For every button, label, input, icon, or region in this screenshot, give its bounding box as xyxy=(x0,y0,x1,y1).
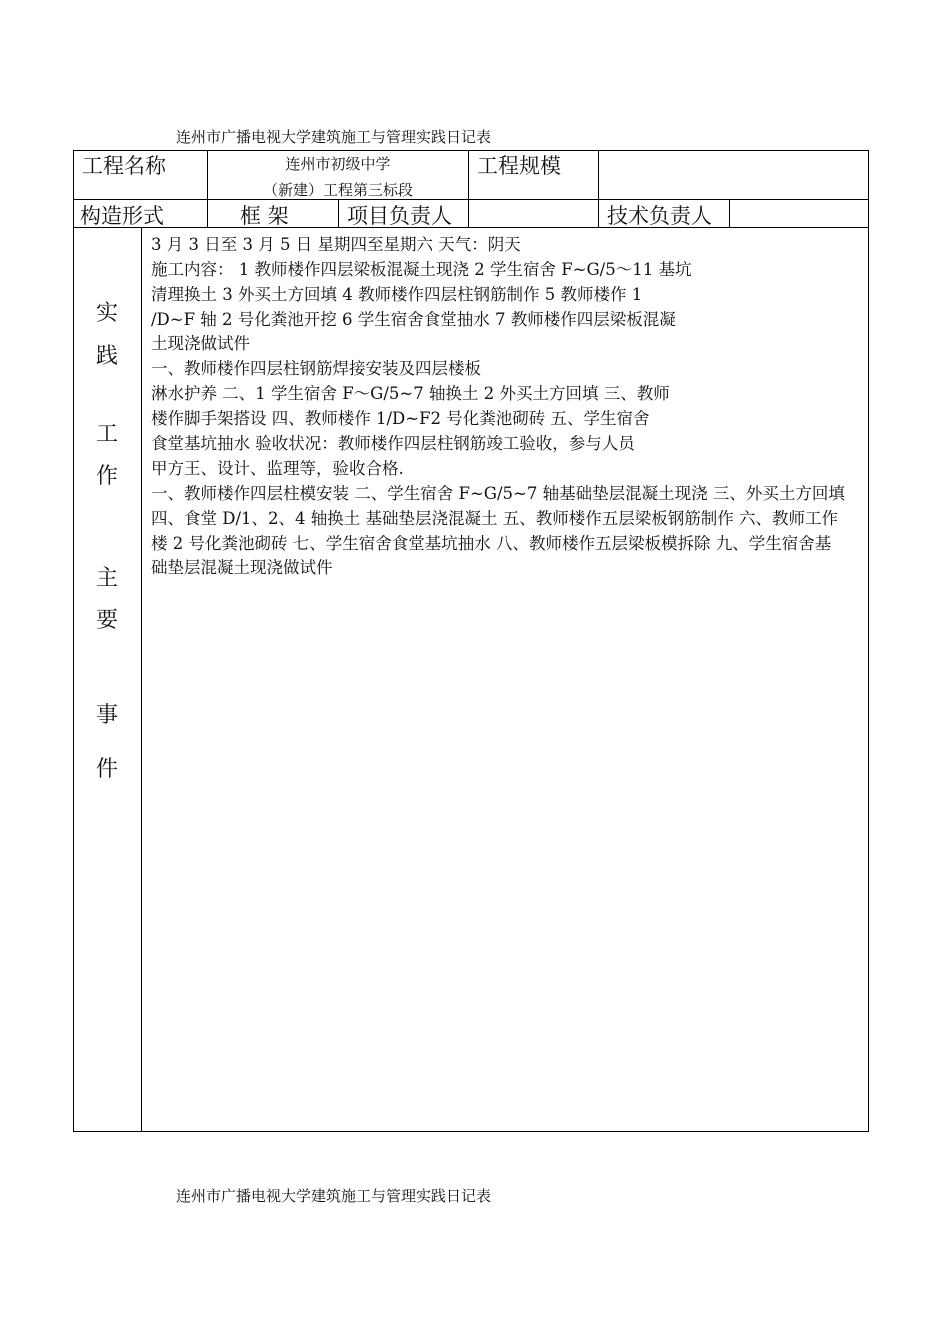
content-line: 土现浇做试件 xyxy=(151,334,250,353)
content-line: 3 月 3 日至 3 月 5 日 星期四至星期六 天气：阴天 xyxy=(151,235,521,254)
project-scale-label: 工程规模 xyxy=(477,154,561,178)
project-name-line2: （新建）工程第三标段 xyxy=(262,181,413,199)
side-label-char: 践 xyxy=(95,344,118,369)
rule-body-divider xyxy=(141,227,142,1132)
side-label-char: 件 xyxy=(95,757,118,782)
content-line: 淋水护养 二、1 学生宿舍 F～G/5~7 轴换土 2 外买土方回填 三、教师 xyxy=(151,384,670,403)
content-line: 清理换土 3 外买土方回填 4 教师楼作四层柱钢筋制作 5 教师楼作 1 xyxy=(151,285,643,304)
rule-row2-bottom xyxy=(73,227,869,228)
structure-label: 构造形式 xyxy=(80,204,164,228)
side-label-char: 实 xyxy=(95,301,118,326)
content-line: 楼 2 号化粪池砌砖 七、学生宿舍食堂基坑抽水 八、教师楼作五层梁板模拆除 九、学生宿舍基 xyxy=(151,534,832,553)
structure-value: 框 架 xyxy=(240,204,289,228)
content-line: 甲方王、设计、监理等，验收合格. xyxy=(151,459,404,478)
project-name-label: 工程名称 xyxy=(82,154,166,178)
rule-r2-c2 xyxy=(338,199,339,227)
side-label-char: 作 xyxy=(95,464,118,489)
side-label-char: 工 xyxy=(95,422,118,447)
rule-r2-c4 xyxy=(598,199,599,227)
rule-bottom xyxy=(73,1131,869,1132)
content-line: 一、教师楼作四层柱钢筋焊接安装及四层楼板 xyxy=(151,359,481,378)
rule-right xyxy=(868,150,869,1132)
rule-r2-c3 xyxy=(468,199,469,227)
page-title-bottom: 连州市广播电视大学建筑施工与管理实践日记表 xyxy=(176,1187,492,1205)
rule-r1-c2 xyxy=(468,150,469,200)
content-line: 食堂基坑抽水 验收状况：教师楼作四层柱钢筋竣工验收，参与人员 xyxy=(151,434,635,453)
rule-row1-bottom xyxy=(73,199,869,200)
side-label-char: 主 xyxy=(95,566,118,591)
content-line: 四、食堂 D/1、2、4 轴换土 基础垫层浇混凝土 五、教师楼作五层梁板钢筋制作 六、教师工作 xyxy=(151,509,839,528)
content-line: 施工内容： 1 教师楼作四层梁板混凝土现浇 2 学生宿舍 F~G/5～11 基坑 xyxy=(151,260,692,279)
rule-top xyxy=(73,150,869,151)
tech-manager-label: 技术负责人 xyxy=(607,204,712,228)
content-line: 楼作脚手架搭设 四、教师楼作 1/D~F2 号化粪池砌砖 五、学生宿舍 xyxy=(151,409,650,428)
rule-r1-c3 xyxy=(598,150,599,200)
rule-r2-c5 xyxy=(729,199,730,227)
project-name-line1: 连州市初级中学 xyxy=(285,155,391,173)
side-label-char: 事 xyxy=(95,703,118,728)
content-line: 础垫层混凝土现浇做试件 xyxy=(151,558,333,577)
content-line: 一、教师楼作四层柱模安装 二、学生宿舍 F~G/5~7 轴基础垫层混凝土现浇 三、外买土方回填 xyxy=(151,484,845,503)
side-label-char: 要 xyxy=(95,608,118,633)
rule-r2-c1 xyxy=(207,199,208,227)
content-line: /D~F 轴 2 号化粪池开挖 6 学生宿舍食堂抽水 7 教师楼作四层梁板混凝 xyxy=(151,310,676,329)
project-manager-label: 项目负责人 xyxy=(347,204,452,228)
page-title-top: 连州市广播电视大学建筑施工与管理实践日记表 xyxy=(176,128,492,146)
